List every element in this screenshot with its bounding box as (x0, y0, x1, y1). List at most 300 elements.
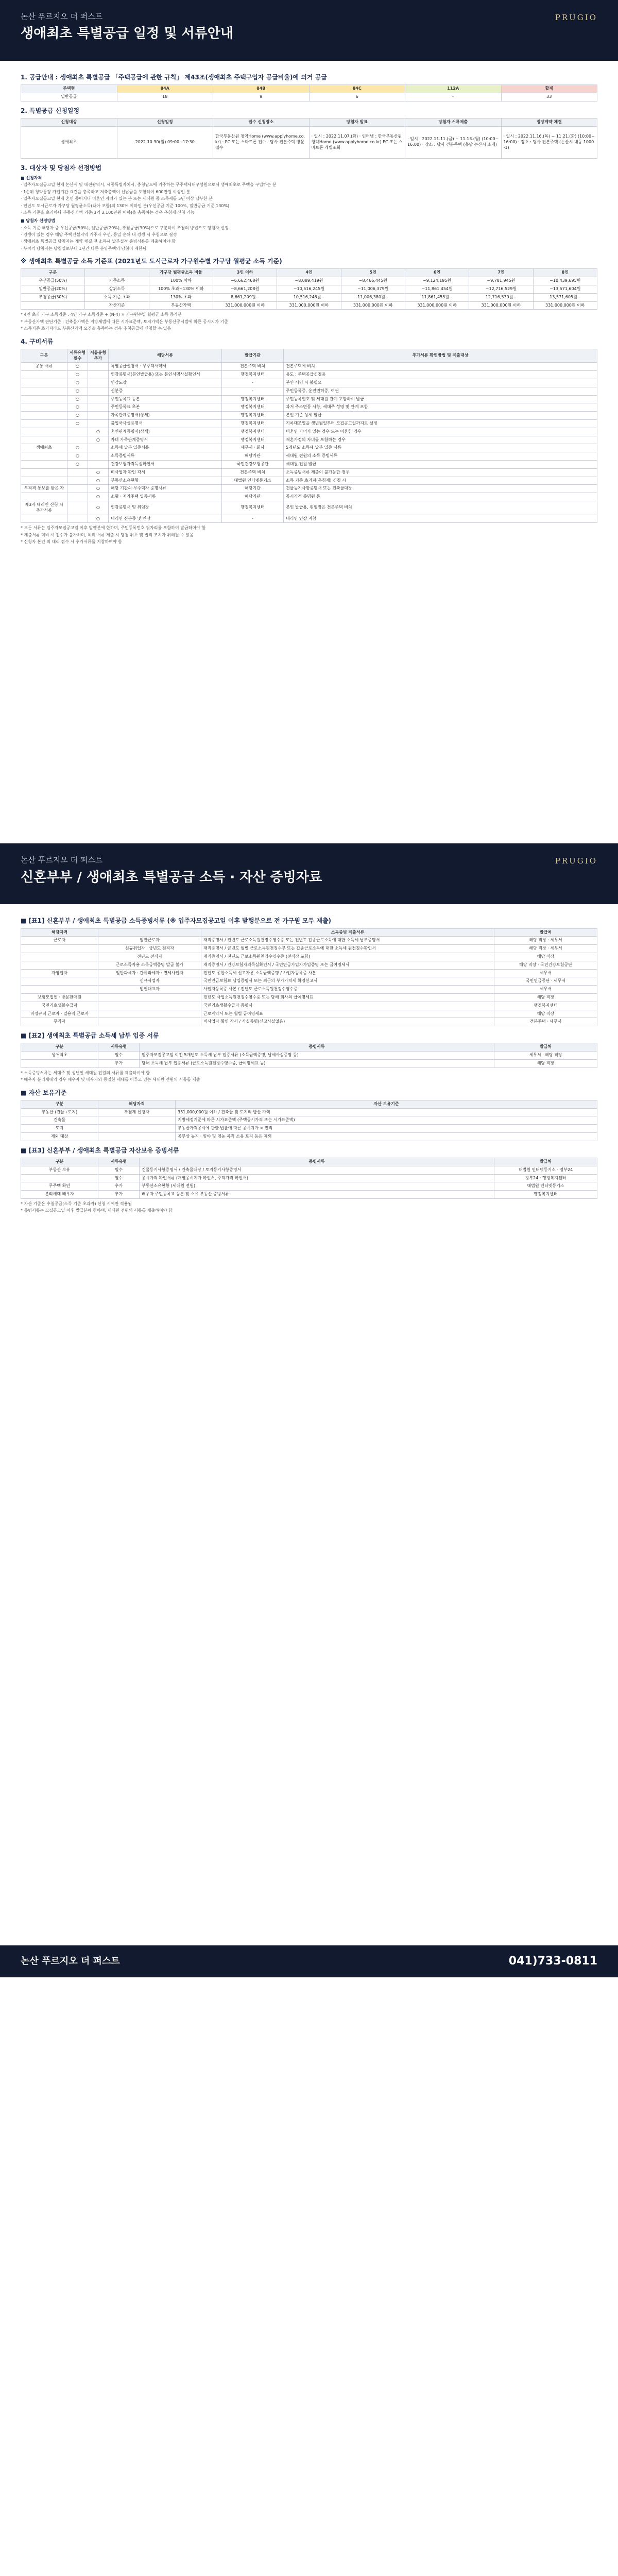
id2-cell: 추가 (98, 1060, 140, 1068)
docs-cell (67, 493, 88, 501)
docs-cell (67, 436, 88, 444)
banner2-title: 신혼부부 / 생애최초 특별공급 소득 · 자산 증빙자료 (21, 869, 322, 885)
as-cell: 지방세정기준에 따른 시가표준액 (주택공시가격 또는 시가표준액) (176, 1116, 597, 1125)
id2-cell: 세무서 · 해당 직장 (494, 1052, 597, 1060)
docs-cell (21, 403, 67, 412)
id-cell: 재직증명서 / 전년도 근로소득원천징수영수증 (전직장 포함) (201, 953, 494, 961)
as-row (21, 1116, 597, 1125)
docs-cell: - (222, 387, 284, 395)
inc-cell: ~12,716,529원 (469, 285, 533, 294)
as2-cell: 정부24 · 행정복지센터 (494, 1174, 597, 1182)
inc-cell: 130% 초과 (149, 293, 213, 301)
docs-cell: 생애최초 (21, 444, 67, 452)
as2-cell: 대법원 인터넷등기소 · 정부24 (494, 1166, 597, 1174)
as2-cell: 행정복지센터 (494, 1191, 597, 1199)
schedule-section (0, 61, 618, 555)
inc-note-line: * 4인 초과 가구 소득기준 : 4인 가구 소득기준 + (N-4) × 가구원수별 월평균 소득 증가분 (21, 312, 182, 317)
docs-cell: 소득 기준 초과자(추첨제) 신청 시 (284, 477, 597, 485)
income-docs-notes (21, 1070, 597, 1083)
docs-cell: 견본주택에 비치 (284, 363, 597, 371)
asset-notes (21, 1201, 597, 1214)
id-header-1 (98, 928, 201, 937)
docs-cell: - (222, 515, 284, 523)
id-row (21, 1010, 597, 1018)
id-cell (98, 1010, 201, 1018)
inc-header-7: 7인 (469, 269, 533, 277)
docs-cell: 주민등록번호 및 세대원 관계 포함하여 발급 (284, 395, 597, 403)
income-notes (21, 312, 597, 332)
qual-line: · 입주자모집공고일 현재 혼인 중이거나 미혼인 자녀가 있는 분 또는 세대원 중 소득세를 5년 이상 납부한 분 (21, 196, 213, 201)
docs-cell: ○ (67, 363, 88, 371)
docs-row (21, 501, 597, 515)
id-row (21, 977, 597, 986)
inc-cell: ~6,662,468원 (213, 277, 277, 285)
qual-line: ■ 당첨자 선정방법 (21, 218, 56, 224)
docs-cell (88, 452, 109, 461)
docs-cell: ○ (88, 485, 109, 493)
prugio-logo-2: PRUGIO (555, 856, 597, 866)
id2-cell: 필수 (98, 1052, 140, 1060)
income-docs-section (0, 904, 618, 1224)
as-cell (98, 1125, 176, 1133)
id-cell: 행정복지센터 (494, 1002, 597, 1010)
id-note-line: * 소득증빙서류는 세대주 및 성년인 세대원 전원의 서류를 제출하여야 함 (21, 1070, 150, 1075)
docs-cell (21, 379, 67, 387)
id-cell: 비사업자 확인 각서 / 사실증명(신고사실없음) (201, 1018, 494, 1026)
docs-cell (21, 460, 67, 468)
as2-cell (21, 1174, 98, 1182)
as2-row (21, 1166, 597, 1174)
id-cell: 자영업자 (21, 969, 98, 977)
inc-cell: 12,716,530원~ (469, 293, 533, 301)
docs-cell: ○ (88, 493, 109, 501)
id2-row (21, 1060, 597, 1068)
docs-row (21, 371, 597, 379)
qual-line: · 생애최초 특별공급 당첨자는 계약 체결 전 소득세 납부실적 증빙서류를 제출하여야 함 (21, 239, 176, 244)
inc-cell: 추첨공급(30%) (21, 293, 85, 301)
id-cell (21, 953, 98, 961)
docs-row (21, 419, 597, 428)
docs-row (21, 395, 597, 403)
inc-header-5: 5인 (341, 269, 405, 277)
docs-cell: 본인 기준 상세 발급 (284, 412, 597, 420)
as-cell: 331,000,000원 이하 / 건축물 및 토지의 합산 가액 (176, 1108, 597, 1116)
spacer-2 (0, 1224, 618, 1945)
inc-cell: 11,861,455원~ (405, 293, 469, 301)
footer-name: 논산 푸르지오 더 퍼스트 (21, 1955, 120, 1967)
docs-cell: 해당기관 (222, 493, 284, 501)
docs-cell: 재혼가정의 자녀를 포함하는 경우 (284, 436, 597, 444)
docs-cell: 해당기관 (222, 452, 284, 461)
as2-row (21, 1174, 597, 1182)
docs-cell: 주민등록표 등본 (109, 395, 222, 403)
ss-cell: · 일시 : 2022.11.16.(목) ~ 11.21.(화) (10:00~16:00) · 장소 : 당사 견본주택 (논산시 내동 1000-1) (501, 126, 597, 158)
docs-cell: ○ (67, 379, 88, 387)
id-cell: 근로자 (21, 937, 98, 945)
as2-cell: 건물등기사항증명서 / 건축물대장 / 토지등기사항증명서 (140, 1166, 494, 1174)
inc-row (21, 301, 597, 310)
id-cell: 근로소득자용 소득금액증명 발급 불가 (98, 961, 201, 969)
id-cell: 재직증명서 / 금년도 월별 근로소득원천징수부 또는 갑종근로소득에 대한 소득세 원천징수확인서 (201, 945, 494, 953)
inc-cell: ~8,466,445원 (341, 277, 405, 285)
id-row (21, 961, 597, 969)
id-cell: 비정규직 근로자 · 일용직 근로자 (21, 1010, 98, 1018)
as-cell: 추첨제 신청자 (98, 1108, 176, 1116)
ss-header-4: 당첨자 서류제출 (405, 118, 502, 126)
tax-docs-table (21, 1043, 597, 1067)
docs-cell: 행정복지센터 (222, 419, 284, 428)
as2-row (21, 1182, 597, 1191)
qual-line: · 소득 기준을 초과하나 부동산가액 기준(3억 3,100만원 이하)을 충족하는 경우 추첨제 신청 가능 (21, 210, 195, 215)
id-row (21, 986, 597, 994)
id-cell: 세무서 (494, 969, 597, 977)
as-row (21, 1108, 597, 1116)
inc-header-1 (85, 269, 149, 277)
as-cell: 부동산가격공시에 관한 법률에 따른 공시지가 × 면적 (176, 1125, 597, 1133)
as2-cell: 추가 (98, 1191, 140, 1199)
docs-cell: 본인 서명 시 불필요 (284, 379, 597, 387)
docs-cell (21, 428, 67, 436)
inc-cell: ~9,781,945원 (469, 277, 533, 285)
id-cell: 해당 직장 (494, 953, 597, 961)
id-cell (98, 1002, 201, 1010)
id2-header-1: 서류유형 (98, 1043, 140, 1052)
id2-cell (21, 1060, 98, 1068)
supply-header-3: 84C (309, 85, 405, 93)
docs-header-5: 추가서류 확인방법 및 제출대상 (284, 349, 597, 363)
docs-cell: 용도 : 주택공급신청용 (284, 371, 597, 379)
ss-cell: 2022.10.30(월) 09:00~17:30 (117, 126, 213, 158)
inc-cell: 기준소득 (85, 277, 149, 285)
asset-table (21, 1100, 597, 1141)
docs-cell: 부적격 통보를 받은 자 (21, 485, 67, 493)
supply-header-0: 주택형 (21, 85, 117, 93)
docs-cell (88, 444, 109, 452)
documents-notes (21, 525, 597, 545)
docs-cell: 행정복지센터 (222, 371, 284, 379)
id-cell: 전년도 사업소득원천징수영수증 또는 당해 회사의 급여명세표 (201, 994, 494, 1002)
inc-cell: 소득 기준 초과 (85, 293, 149, 301)
as-row (21, 1125, 597, 1133)
docs-cell: 출입국사실증명서 (109, 419, 222, 428)
docs-cell: ○ (88, 436, 109, 444)
id-cell: 국민연금보험료 납입증명서 또는 최근의 부가가치세 확정신고서 (201, 977, 494, 986)
docs-cell (67, 477, 88, 485)
docs-header-3: 해당서류 (109, 349, 222, 363)
as-cell (98, 1116, 176, 1125)
docs-cell (88, 403, 109, 412)
qual-line: · 경쟁이 있는 경우 해당 주택건설지역 거주자 우선, 동일 순위 내 경쟁 시 추첨으로 결정 (21, 232, 177, 238)
docs-cell: 소득증빙서류 (109, 452, 222, 461)
ss-header-5: 정당계약 체결 (501, 118, 597, 126)
docs-cell: 국민건강보험공단 (222, 460, 284, 468)
qualification-notes (21, 175, 597, 252)
docs-cell (21, 452, 67, 461)
as-cell: 토지 (21, 1125, 98, 1133)
inc-header-6: 6인 (405, 269, 469, 277)
qual-line: ■ 신청자격 (21, 175, 42, 180)
docs-cell: - (222, 379, 284, 387)
docs-cell: ○ (67, 371, 88, 379)
docs-row (21, 412, 597, 420)
as-header-0: 구분 (21, 1100, 98, 1108)
docs-cell: ○ (88, 515, 109, 523)
docs-cell: ○ (88, 428, 109, 436)
as2-header-3: 발급처 (494, 1158, 597, 1166)
docs-cell (21, 371, 67, 379)
qual-line: · 1순위 청약통장 가입기간 요건을 충족하고 저축총액이 선납금을 포함하여 600만원 이상인 분 (21, 189, 191, 194)
inc-cell: 100% 이하 (149, 277, 213, 285)
docs-cell: 가족관계증명서(상세) (109, 412, 222, 420)
docs-cell (67, 428, 88, 436)
docs-cell: 공통 서류 (21, 363, 67, 371)
supply-row-label: 일반공급 (21, 93, 117, 101)
docs-cell: 주민등록표 초본 (109, 403, 222, 412)
as2-cell: 추가 (98, 1182, 140, 1191)
supply-header-4: 112A (405, 85, 502, 93)
docs-cell: 자녀 가족관계증명서 (109, 436, 222, 444)
docs-header-4: 발급기관 (222, 349, 284, 363)
docs-row (21, 387, 597, 395)
docs-cell (88, 387, 109, 395)
docs-cell: ○ (67, 395, 88, 403)
id-cell: 해당 직장 · 세무서 (494, 937, 597, 945)
top-banner (0, 0, 618, 61)
qualification-title: 3. 대상자 및 당첨자 선정방법 (21, 164, 102, 172)
ss-header-2: 접수 신청장소 (213, 118, 310, 126)
id-cell: 재직증명서 / 건강보험자격득실확인서 / 국민연금가입자가입증명 또는 급여명세서 (201, 961, 494, 969)
second-banner (0, 843, 618, 904)
as2-cell: 필수 (98, 1174, 140, 1182)
as2-header-1: 서류유형 (98, 1158, 140, 1166)
docs-row (21, 515, 597, 523)
qual-line: · 부적격 당첨자는 당첨일로부터 1년간 다른 분양주택의 당첨이 제한됨 (21, 246, 147, 251)
id-row (21, 953, 597, 961)
docs-cell: 소득증빙서류 제출이 불가능한 경우 (284, 468, 597, 477)
docs-cell (88, 412, 109, 420)
docs-row (21, 436, 597, 444)
ss-header-0: 신청대상 (21, 118, 117, 126)
id-cell: 신규사업자 (98, 977, 201, 986)
as-cell: 제외 대상 (21, 1132, 98, 1141)
docs-cell: 행정복지센터 (222, 428, 284, 436)
qual-line: · 입주자모집공고일 현재 논산시 및 대전광역시, 세종특별자치시, 충청남도에 거주하는 무주택세대구성원으로서 생애최초로 주택을 구입하는 분 (21, 182, 277, 188)
inc-cell: ~9,124,195원 (405, 277, 469, 285)
docs-header-0: 구분 (21, 349, 67, 363)
footer (0, 1945, 618, 1977)
docs-row (21, 477, 597, 485)
as2-cell: 공시가격 확인서류 (개별공시지가 확인서, 주택가격 확인서) (140, 1174, 494, 1182)
docs-cell: ○ (88, 468, 109, 477)
inc-cell: 8,661,209원~ (213, 293, 277, 301)
income-table-title: ※ 생애최초 특별공급 소득 기준표 (2021년도 도시근로자 가구원수별 가구당 월평균 소득 기준) (21, 258, 282, 265)
as2-cell: 분리세대 배우자 (21, 1191, 98, 1199)
id2-header-0: 구분 (21, 1043, 98, 1052)
id-cell: 일반근로자 (98, 937, 201, 945)
docs-cell: 행정복지센터 (222, 403, 284, 412)
docs-cell (21, 436, 67, 444)
as-header-2: 자산 보유기준 (176, 1100, 597, 1108)
docs-cell: ○ (67, 387, 88, 395)
as2-cell: 배우자 주민등록표 등본 및 소유 부동산 증빙서류 (140, 1191, 494, 1199)
id2-cell: 해당 직장 (494, 1060, 597, 1068)
docs-cell: 소형 · 저가주택 입증서류 (109, 493, 222, 501)
docs-header-2: 서류유형 추가 (88, 349, 109, 363)
id-cell: 국민기초생활수급자 증명서 (201, 1002, 494, 1010)
inc-row (21, 277, 597, 285)
docs-cell: 행정복지센터 (222, 436, 284, 444)
id-cell: 법인대표자 (98, 986, 201, 994)
as-note-line: * 증빙서류는 모집공고일 이후 발급분에 한하며, 세대원 전원의 서류를 제출하여야 함 (21, 1208, 173, 1213)
docs-cell: 인감도장 (109, 379, 222, 387)
supply-header-2: 84B (213, 85, 310, 93)
id-cell: 전년도 전직자 (98, 953, 201, 961)
docs-cell (21, 412, 67, 420)
docs-cell: 기록대조일을 생년월일부터 모집공고일까지로 설정 (284, 419, 597, 428)
inc-cell: 13,571,605원~ (533, 293, 597, 301)
docs-cell: 행정복지센터 (222, 395, 284, 403)
income-docs-table (21, 928, 597, 1027)
inc-cell: 331,000,000원 이하 (469, 301, 533, 310)
inc-header-3: 3인 이하 (213, 269, 277, 277)
as2-cell: 부동산소유현황 (세대원 전원) (140, 1182, 494, 1191)
docs-cell: 해당기관 (222, 485, 284, 493)
id-header-2: 소득증빙 제출서류 (201, 928, 494, 937)
docs-cell (21, 493, 67, 501)
supply-cell: 9 (213, 93, 310, 101)
income-standard-table (21, 268, 597, 310)
income-docs-title: ■ [표1] 신혼부부 / 생애최초 특별공급 소득증빙서류 (※ 입주자모집공고일 이후 발행분으로 전 가구원 모두 제출) (21, 917, 332, 925)
as-note-line: * 자산 기준은 추첨공급(소득 기준 초과자) 신청 시에만 적용됨 (21, 1201, 132, 1206)
docs-cell: 혼인관계증명서(상세) (109, 428, 222, 436)
inc-cell: ~11,861,454원 (405, 285, 469, 294)
supply-header-1: 84A (117, 85, 213, 93)
id-header-3: 발급처 (494, 928, 597, 937)
id-cell: 전년도 종합소득세 신고자용 소득금액증명 / 사업자등록증 사본 (201, 969, 494, 977)
as2-row (21, 1191, 597, 1199)
banner-title: 생애최초 특별공급 일정 및 서류안내 (21, 26, 233, 42)
as-cell: 건축물 (21, 1116, 98, 1125)
docs-cell: 대리인 신분증 및 인장 (109, 515, 222, 523)
id-cell: 일반과세자 · 간이과세자 · 면세사업자 (98, 969, 201, 977)
as-header-1: 해당자격 (98, 1100, 176, 1108)
docs-note-line: * 신청자 본인 외 대리 접수 시 추가서류를 지참하여야 함 (21, 539, 122, 545)
docs-cell (67, 485, 88, 493)
docs-cell (88, 419, 109, 428)
docs-row (21, 452, 597, 461)
as2-header-2: 증빙서류 (140, 1158, 494, 1166)
supply-title: 1. 공급안내 : 생애최초 특별공급 「주택공급에 관한 규칙」 제43조(생애최초 주택구입자 공급비율)에 의거 공급 (21, 74, 327, 81)
inc-cell: ~8,089,419원 (277, 277, 341, 285)
id-cell: 해당 직장 (494, 1010, 597, 1018)
id-cell: 해당 직장 (494, 994, 597, 1002)
footer-phone[interactable]: 041)733-0811 (508, 1954, 597, 1968)
docs-row (21, 485, 597, 493)
docs-cell: 제3자 대리인 신청 시 추가서류 (21, 501, 67, 515)
inc-cell: 상위소득 (85, 285, 149, 294)
qual-line: · 소득 기준 해당자 중 우선공급(50%), 일반공급(20%), 추첨공급(30%)으로 구분하여 추첨의 방법으로 당첨자 선정 (21, 225, 229, 230)
id-header-0: 해당자격 (21, 928, 98, 937)
inc-cell: ~10,439,695원 (533, 277, 597, 285)
documents-title: 4. 구비서류 (21, 337, 54, 345)
special-schedule-title: 2. 특별공급 신청일정 (21, 107, 80, 114)
ss-cell: 생애최초 (21, 126, 117, 158)
docs-cell: 인감증명서(본인발급용) 또는 본인서명사실확인서 (109, 371, 222, 379)
id-cell: 무직자 (21, 1018, 98, 1026)
as2-cell: 필수 (98, 1166, 140, 1174)
inc-cell: ~11,006,379원 (341, 285, 405, 294)
docs-cell: 부동산소유현황 (109, 477, 222, 485)
docs-cell (88, 395, 109, 403)
as-cell: 공부상 농지 · 임야 및 영농 목적 소유 토지 등은 제외 (176, 1132, 597, 1141)
id-cell: 사업자등록증 사본 / 전년도 근로소득원천징수영수증 (201, 986, 494, 994)
as-cell (98, 1132, 176, 1141)
as2-header-0: 구분 (21, 1158, 98, 1166)
docs-cell: 본인 발급용, 위임장은 견본주택 비치 (284, 501, 597, 515)
id-cell (98, 1018, 201, 1026)
docs-cell: 세무서 · 회사 (222, 444, 284, 452)
banner-subtitle: 논산 푸르지오 더 퍼스트 (21, 12, 103, 21)
docs-cell: 해당 기관의 무주택자 증명서류 (109, 485, 222, 493)
as-cell: 부동산 (건물+토지) (21, 1108, 98, 1116)
inc-cell: 일반공급(20%) (21, 285, 85, 294)
docs-cell: ○ (67, 403, 88, 412)
id-cell: 보험모집인 · 방문판매원 (21, 994, 98, 1002)
inc-header-0: 구분 (21, 269, 85, 277)
inc-cell: ~10,516,245원 (277, 285, 341, 294)
supply-cell: 33 (501, 93, 597, 101)
id-cell: 견본주택 · 세무서 (494, 1018, 597, 1026)
id-row (21, 1002, 597, 1010)
id-row (21, 937, 597, 945)
docs-cell: 건강보험자격득실확인서 (109, 460, 222, 468)
asset-docs-table (21, 1158, 597, 1199)
inc-cell: 331,000,000원 이하 (213, 301, 277, 310)
docs-header-1: 서류유형 필수 (67, 349, 88, 363)
inc-cell: ~13,571,604원 (533, 285, 597, 294)
docs-cell: 신분증 (109, 387, 222, 395)
docs-cell (67, 468, 88, 477)
docs-cell: 비사업자 확인 각서 (109, 468, 222, 477)
docs-cell (21, 515, 67, 523)
docs-cell: 특별공급신청서 · 무주택서약서 (109, 363, 222, 371)
docs-cell (21, 395, 67, 403)
docs-cell (88, 460, 109, 468)
as-row (21, 1132, 597, 1141)
ss-header-1: 신청일정 (117, 118, 213, 126)
asset-title: ■ 자산 보유기준 (21, 1089, 67, 1096)
docs-cell: 5개년도 소득세 납부 입증 서류 (284, 444, 597, 452)
docs-cell: ○ (67, 419, 88, 428)
docs-row (21, 460, 597, 468)
id-cell: 해당 직장 · 국민건강보험공단 (494, 961, 597, 969)
id-cell (21, 977, 98, 986)
docs-cell: 세대원 전원의 소득 증빙서류 (284, 452, 597, 461)
docs-cell (88, 371, 109, 379)
inc-cell: ~8,661,208원 (213, 285, 277, 294)
id-row (21, 994, 597, 1002)
banner2-subtitle: 논산 푸르지오 더 퍼스트 (21, 855, 103, 865)
id-row (21, 945, 597, 953)
id-cell: 국민기초생활수급자 (21, 1002, 98, 1010)
docs-cell (67, 501, 88, 515)
docs-cell: 대리인 인장 지참 (284, 515, 597, 523)
docs-cell: 세대원 전원 발급 (284, 460, 597, 468)
inc-cell: 자산기준 (85, 301, 149, 310)
docs-cell: ○ (67, 412, 88, 420)
inc-cell: 10,516,246원~ (277, 293, 341, 301)
special-schedule-table (21, 118, 597, 159)
